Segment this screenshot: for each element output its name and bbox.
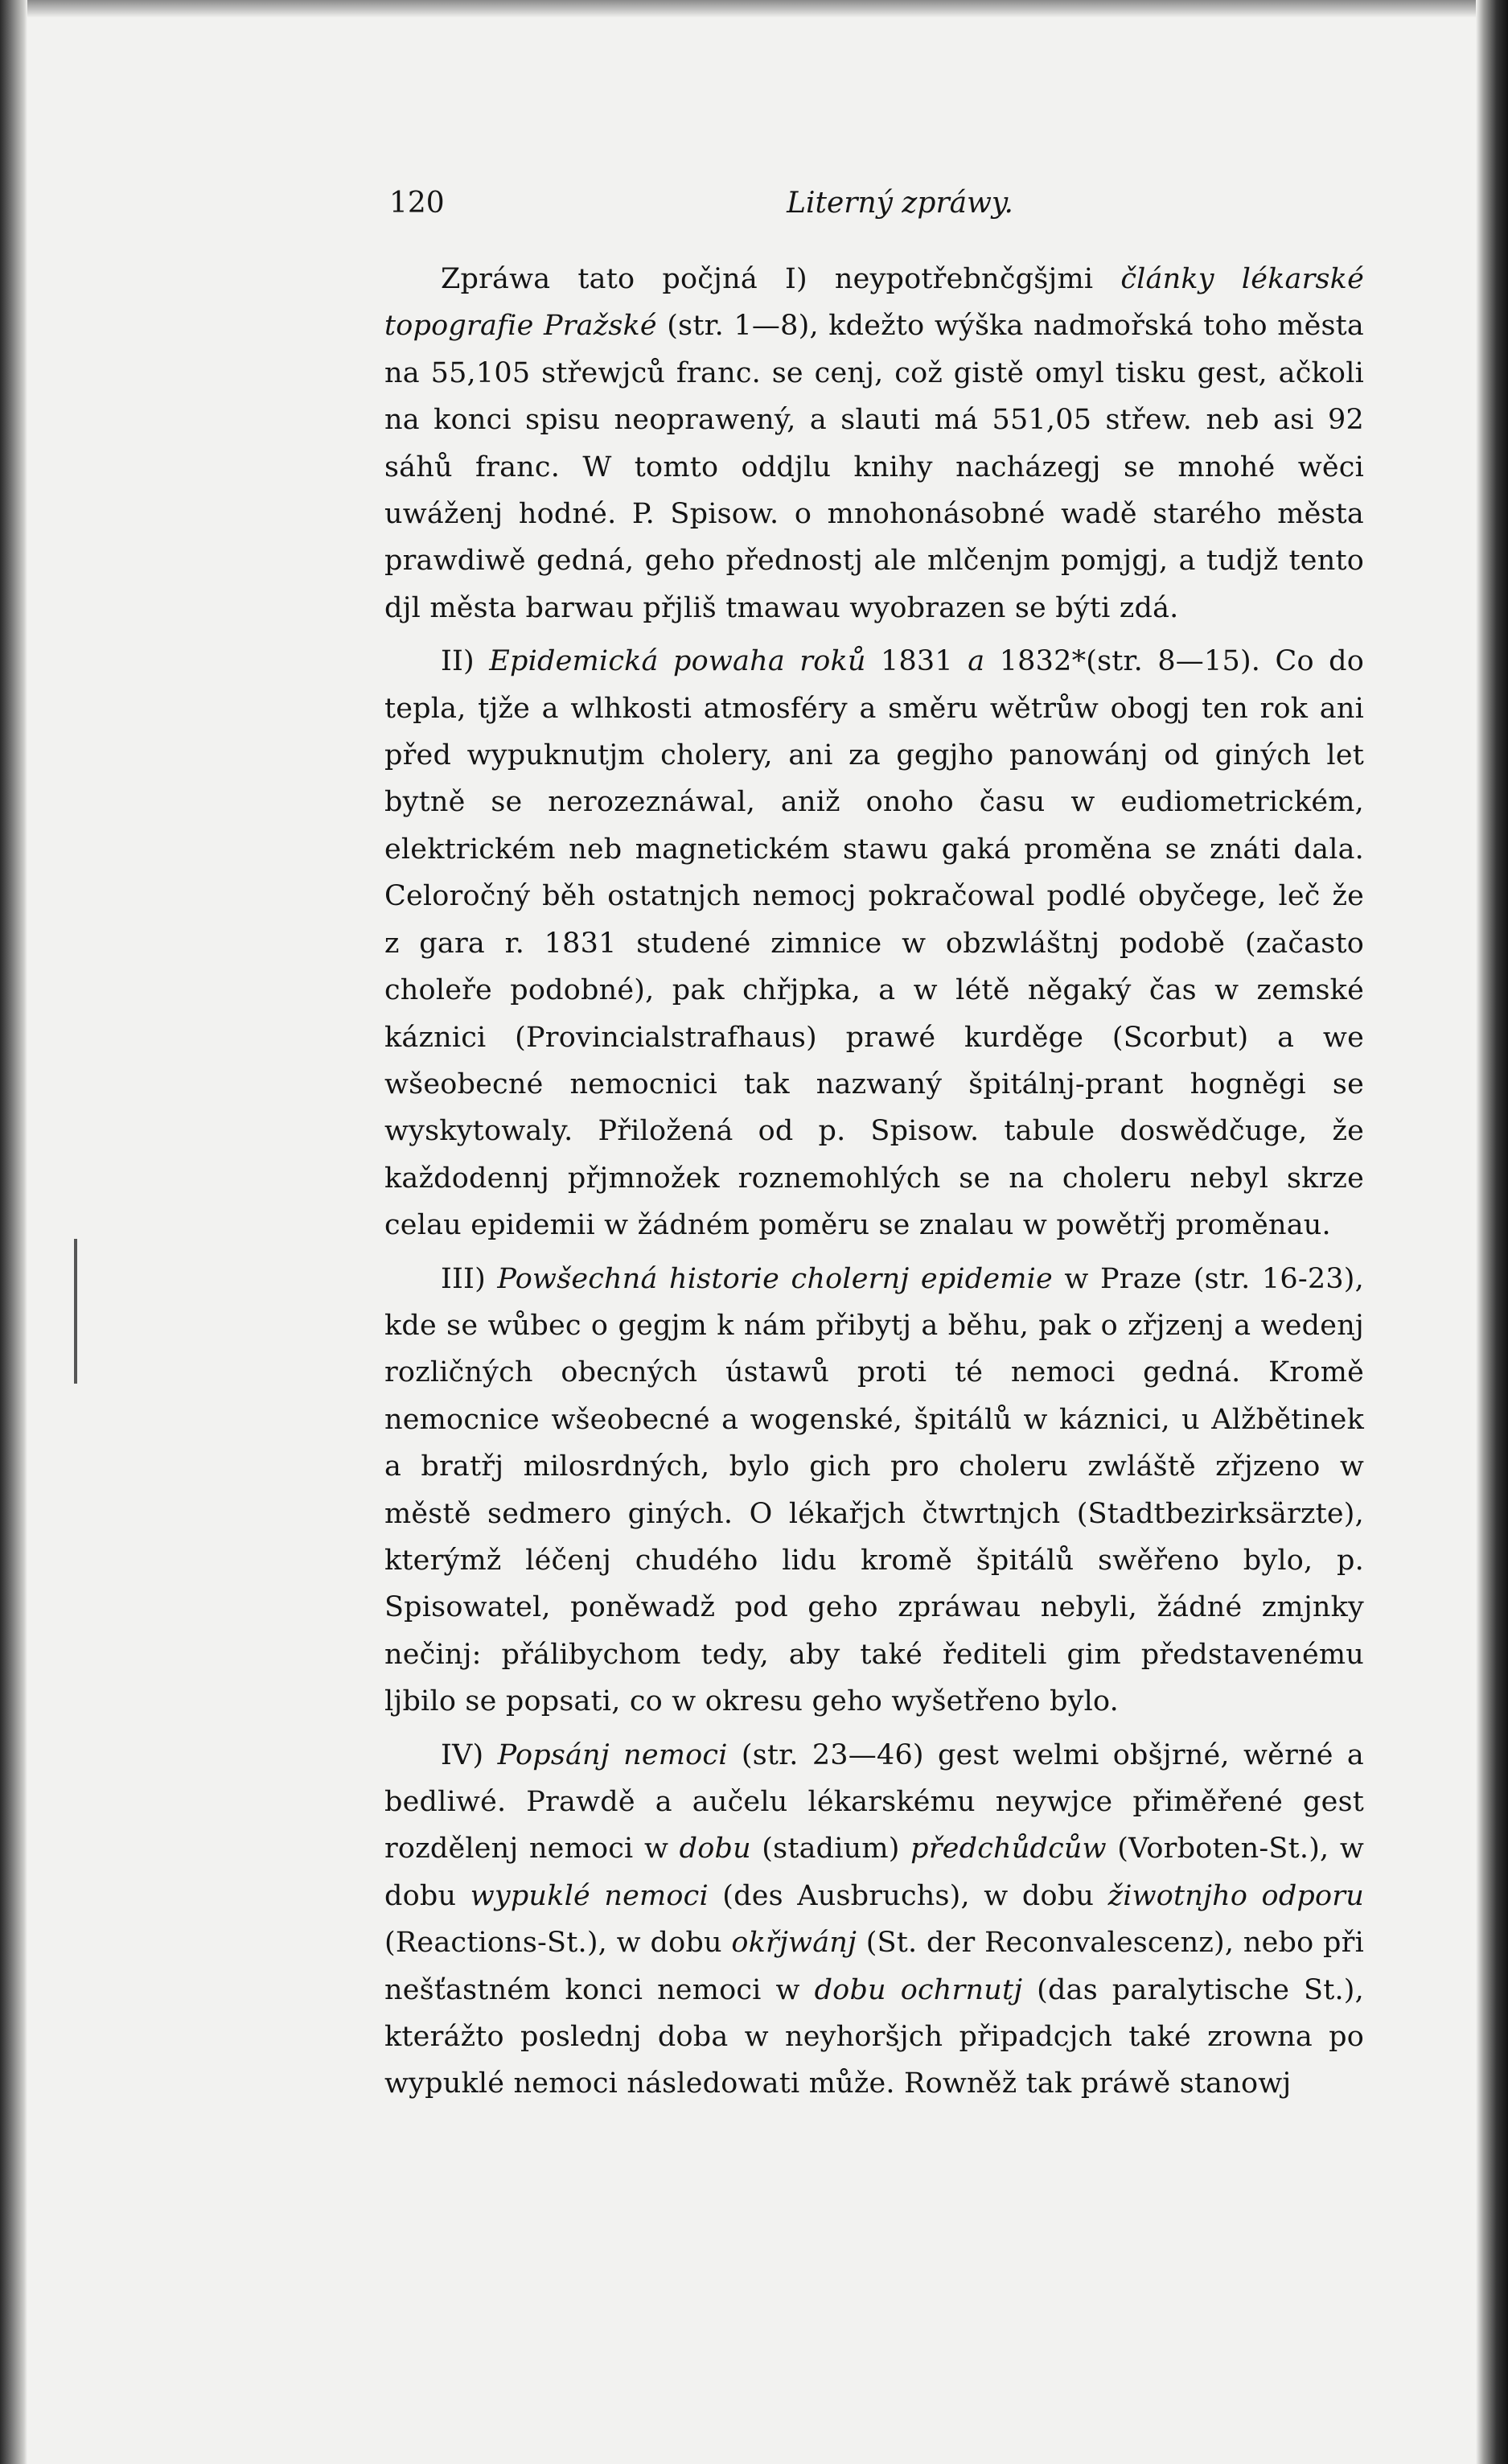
italic-phrase: předchůdcůw <box>910 1833 1107 1865</box>
running-title: Literný zpráwy. <box>787 187 1013 220</box>
italic-phrase: wypuklé nemoci <box>470 1879 709 1912</box>
body-text <box>384 256 1364 2108</box>
italic-phrase: a <box>968 645 985 678</box>
text-run: (das paralytische St.), kterážto poslednj doba w neyhoršjch připadcjch také zrowna po wypuklé nemoci následowati může. Rowněž tak práwě stanowj <box>384 1973 1364 2100</box>
page-header <box>389 187 1362 235</box>
text-run: (str. 1—8), kdežto wýška nadmořská toho města na 55,105 střewjců franc. se cenj, což gistě omyl tisku gest, ačkoli na konci spisu neoprawený, a slauti má 551,05 střew. neb asi 92 sáhů franc. W tomto oddjlu knihy nacházegj se mnohé wěci uwáženj hodné. P. Spisow. o mnohonásobné wadě starého města prawdiwě gedná, geho přednostj ale mlčenjm pomjgj, a tudjž tento djl města barwau přjliš tmawau wyobrazen se býti zdá. <box>384 310 1364 624</box>
text-run: 1831 <box>865 645 968 678</box>
italic-phrase: Popsánj nemoci <box>497 1738 728 1771</box>
paragraph-2 <box>384 638 1364 1248</box>
page-number: 120 <box>389 187 445 220</box>
italic-phrase: okřjwánj <box>731 1927 857 1960</box>
text-run: (stadium) <box>750 1833 911 1865</box>
paragraph-3 <box>384 1256 1364 1726</box>
paragraph-4 <box>384 1732 1364 2108</box>
text-run: 1832*(str. 8—15). Co do tepla, tjže a wlhkosti atmosféry a směru wětrůw obogj ten rok ani před wypuknutjm cholery, ani za gegjho panowánj od giných let bytně se nerozeznáwal, aniž onoho času w eudiometrickém, elektrickém neb magnetickém stawu gaká proměna se znáti dala. Celoročný běh ostatnjch nemocj pokračowal podlé obyčege, leč že z gara r. 1831 studené zimnice w obzwláštnj podobě (začasto choleře podobné), pak chřjpka, a w létě něgaký čas w zemské káznici (Provincialstrafhaus) prawé kurděge (Scorbut) a we wšeobecné nemocnici tak nazwaný špitálnj-prant hogněgi se wyskytowaly. Přiložená od p. Spisow. tabule doswědčuge, že každodennj přjmnožek roznemohlých se na choleru nebyl skrze celau epidemii w žádném poměru se znalau w powětřj proměnau. <box>384 645 1364 1242</box>
text-run: Zpráwa tato počjná I) neypotřebnčgšjmi <box>441 263 1121 295</box>
page-top-shadow <box>0 0 1508 18</box>
text-run: (Reactions-St.), w dobu <box>384 1927 732 1960</box>
italic-phrase: články lékarské topografie Pražské <box>384 263 1364 343</box>
italic-phrase: dobu <box>679 1833 751 1865</box>
text-run: III) <box>441 1262 498 1295</box>
text-run: w Praze (str. 16-23), kde se wůbec o gegjm k nám přibytj a běhu, pak o zřjzenj a wedenj rozličných obecných ústawů proti té nemoci gedná. Kromě nemocnice wšeobecné a wogenské, špitálů w káznici, u Alžbětinek a bratřj milosrdných, bylo gich pro choleru zwláště zřjzeno w městě sedmero giných. O lékařjch čtwrtnjch (Stadtbezirksärzte), kterýmž léčenj chudého lidu kromě špitálů swěřeno bylo, p. Spisowatel, poněwadž pod geho zpráwau nebyli, žádné zmjnky nečinj: přálibychom tedy, aby také řediteli gim představenému ljbilo se popsati, co w okresu geho wyšetřeno bylo. <box>384 1262 1364 1718</box>
italic-phrase: Epidemická powaha roků <box>489 645 866 678</box>
text-run: (str. 23—46) gest welmi obšjrné, wěrné a bedliwé. Prawdě a aučelu lékarskému neywjce přiměřené gest rozdělenj nemoci w <box>384 1738 1364 1865</box>
text-run: (St. der Reconvalescenz), nebo při nešťastném konci nemoci w <box>384 1927 1364 2006</box>
text-run: II) <box>441 645 490 678</box>
italic-phrase: Powšechná historie cholernj epidemie <box>497 1262 1053 1295</box>
paragraph-1 <box>384 256 1364 631</box>
page-right-shadow <box>1476 0 1508 2464</box>
text-run: (Vorboten-St.), w dobu <box>384 1833 1365 1912</box>
italic-phrase: dobu ochrnutj <box>814 1973 1023 2006</box>
page-left-shadow <box>0 0 27 2464</box>
text-run: IV) <box>441 1738 498 1771</box>
margin-mark <box>74 1239 77 1384</box>
italic-phrase: žiwotnjho odporu <box>1107 1879 1364 1912</box>
text-run: (des Ausbruchs), w dobu <box>708 1879 1108 1912</box>
